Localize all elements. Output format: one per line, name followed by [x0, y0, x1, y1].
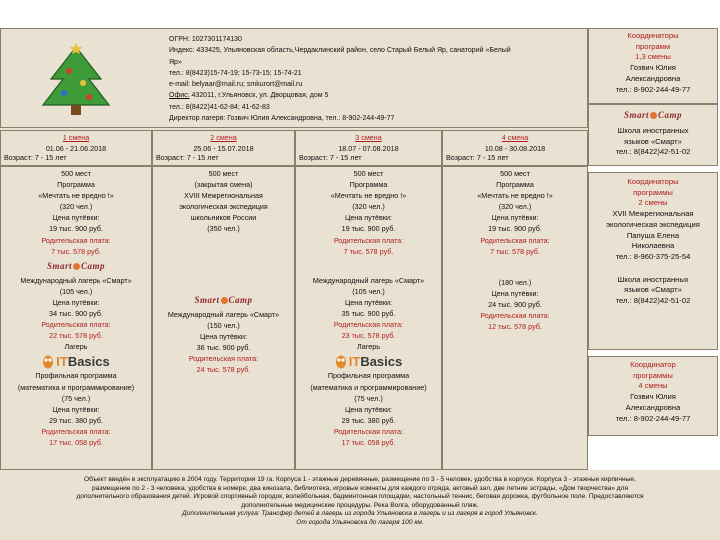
owl-icon — [335, 353, 347, 369]
shift-header-1: 1 смена 01.06 - 21.06.2018 Возраст: 7 - 15 лет — [0, 130, 152, 166]
header-block — [0, 28, 588, 128]
office-row: Офис: 432011, г.Ульяновск, ул. Дворцовая, дом 5 — [169, 92, 329, 100]
shift-header-3: 3 смена 18.07 - 07.08.2018 Возраст: 7 - 15 лет — [295, 130, 442, 166]
coordinator-box-1: Координаторы программ 1,3 смены Гозвич Юлия Александровна тел.: 8-902-244-49-77 — [588, 28, 718, 104]
director-text: Директор лагеря: Гозвич Юлия Александровна, тел.: 8-902-244-49-77 — [169, 115, 395, 123]
owl-icon — [42, 353, 54, 369]
coordinator-box-3: Координатор программы 4 смены Гозвич Юлия Александровна тел.: 8-902-244-49-77 — [588, 356, 718, 436]
footer-description: Объект введён в эксплуатацию в 2004 году. Территория 19 га. Корпуса 1 - этажные деревянные, размещение по 3 - 5 человек, удобства в корпусе. Корпуса 3 - этажные кирпичные, размещение по 2 - 3 человека, удобства в номере, два кинозала, библиотека, игровые комнаты для каждого отряда, актовый зал, две летние эстрады, «Дом творчества» для дополнительного образования детей. Игровой спортивный городок, волейбольная, бадминтонная площадки, настольный теннис, беговая дорожка, футбольное поле. Предоставляются дополнительные медицинские процедуры. Река Волга, оборудованный пляж. Дополнительная услуга: Трансфер детей в лагерь из города Ульяновска в лагерь и из лагеря в город Ульяновск. От города Ульяновска до лагеря 100 км. — [76, 476, 644, 526]
smart-camp-logo: Smart Camp — [46, 260, 106, 271]
address-line-1: Индекс: 433425, Ульяновская область,Чердаклинский район, село Старый Белый Яр, санаторий «Белый — [169, 47, 511, 55]
shift-header-2: 2 смена 25.06 - 15.07.2018 Возраст: 7 - 15 лет — [152, 130, 295, 166]
office-phones: тел.: 8(8422)41-62-84; 41-62-83 — [169, 103, 270, 111]
column-3: 500 мест Программа «Мечтать не вредно !» (320 чел.) Цена путёвки: 19 тыс. 900 руб. Родительская плата: 7 тыс. 578 руб. Международный лагерь «Смарт» (105 чел.) Цена путёвки: 35 тыс. 900 руб. Родительская плата: 23 тыс. 578 руб. Лагерь ITBasics Профильная программа (математика и программирование) (75 чел.) Цена путёвки: 29 тыс. 380 руб. Родительская плата: 17 тыс. 058 руб. — [295, 168, 442, 448]
email-link[interactable]: belyaar@mail.ru; smkurort@mail.ru — [191, 81, 303, 89]
email-row: e-mail: belyaar@mail.ru; smkurort@mail.ru — [169, 81, 303, 89]
smart-camp-logo: Smart Camp — [623, 110, 683, 120]
ogrn-text: ОГРН: 1027301174130 — [169, 36, 242, 43]
school-box-1: Smart Camp Школа иностранных языков «Смарт» тел.: 8(8422)42-51-02 — [588, 104, 718, 166]
coordinator-box-2: Координаторы программы 2 смены XVII Межрегиональная экологическая экспедиция Папуша Елена Николаевна тел.: 8-960-375-25-54 Школа иностранных языков «Смарт» тел.: 8(8422)42-51-02 — [588, 172, 718, 350]
phones-text: тел.: 8(8423)15-74-19; 15-73-15; 15-74-21 — [169, 69, 302, 77]
address-line-2: Яр» — [169, 58, 182, 66]
column-1: 500 мест Программа «Мечтать не вредно !» (320 чел.) Цена путёвки: 19 тыс. 900 руб. Родительская плата: 7 тыс. 578 руб. Smart Camp Международный лагерь «Смарт» (105 чел.) Цена путёвки: 34 тыс. 900 руб. Родительская плата: 22 тыс. 578 руб. Лагерь ITBasics Профильная программа (математика и программирование) (75 чел.) Цена путёвки: 29 тыс. 380 руб. Родительская плата: 17 тыс. 058 руб. — [0, 168, 152, 448]
smart-camp-logo: Smart Camp — [194, 294, 253, 305]
it-basics-logo: ITBasics — [0, 352, 152, 370]
it-basics-logo: ITBasics — [295, 352, 442, 370]
shift-header-4: 4 смена 10.08 - 30.08.2018 Возраст: 7 - 15 лет — [442, 130, 588, 166]
christmas-tree-logo — [31, 43, 121, 123]
column-4: 500 мест Программа «Мечтать не вредно !» (320 чел.) Цена путёвки: 19 тыс. 900 руб. Родительская плата: 7 тыс. 578 руб. (180 чел.) Цена путёвки: 24 тыс. 900 руб. Родительская плата: 12 тыс. 578 руб. — [477, 169, 553, 332]
column-2: 500 мест (закрытая смена) XVIII Межрегиональная экологическая экспедиция школьников России (350 чел.) Smart Camp Международный лагерь «Смарт» (150 чел.) Цена путёвки: 36 тыс. 900 руб. Родительская плата: 24 тыс. 578 руб. — [152, 168, 295, 375]
camp-info — [169, 34, 579, 124]
